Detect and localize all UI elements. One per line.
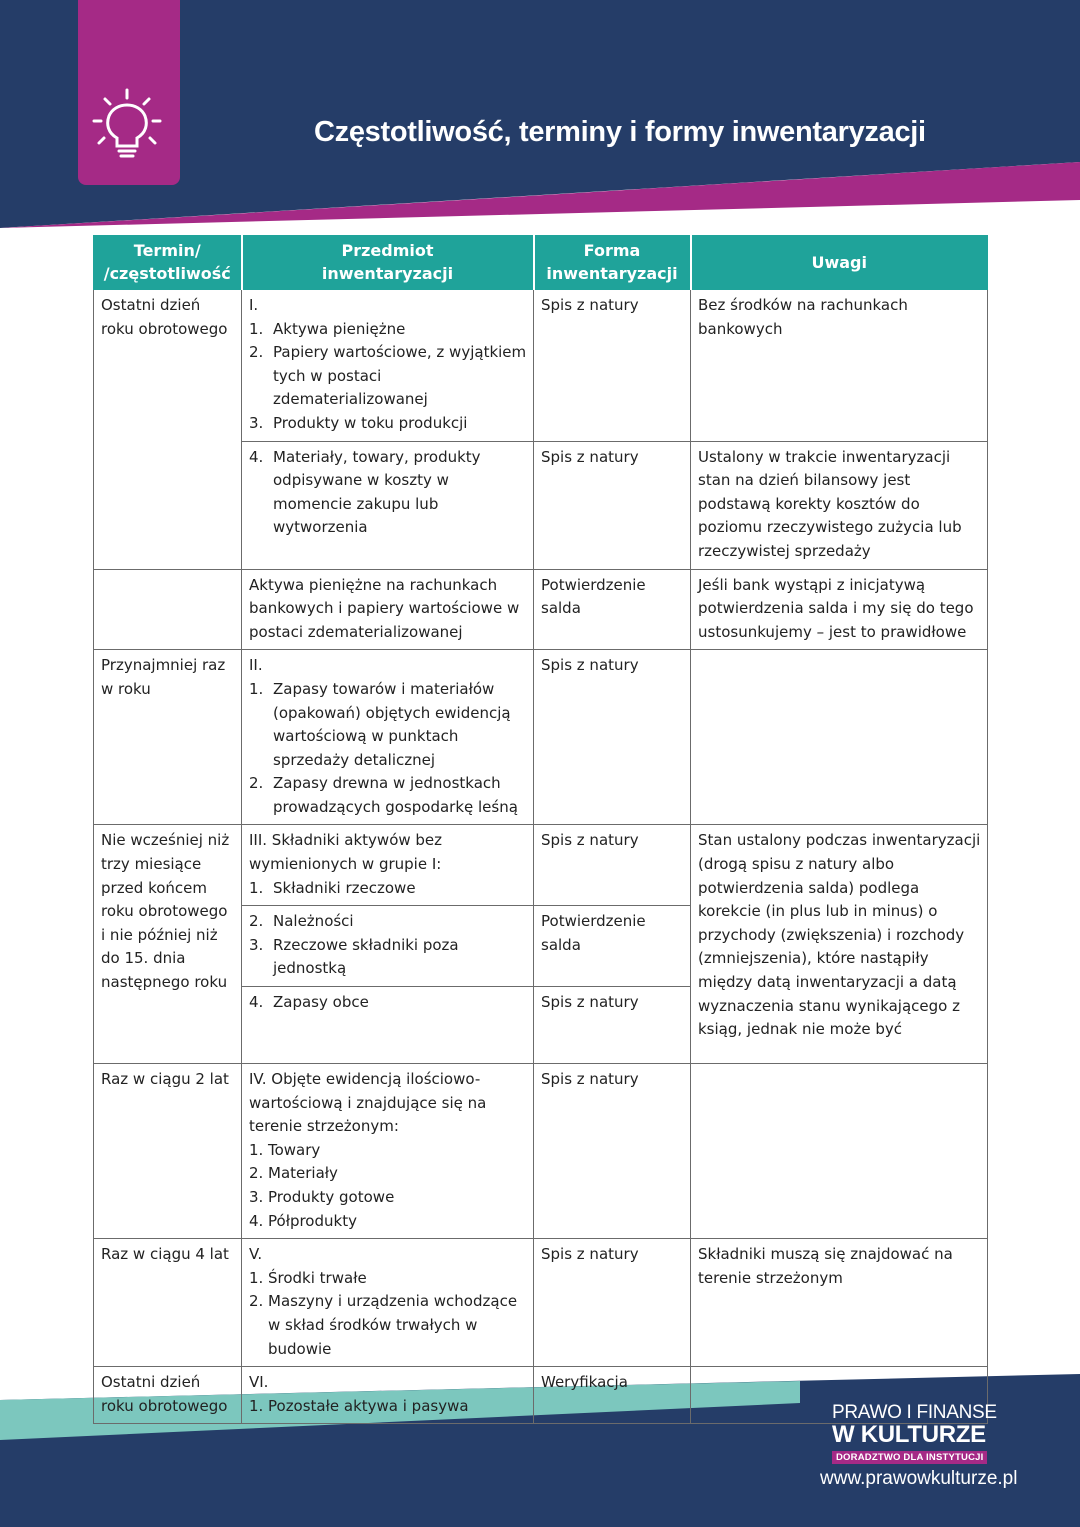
brand-line-1: PRAWO I FINANSE xyxy=(832,1402,997,1423)
subject-cell: I. 1. Aktywa pieniężne 2. Papiery wartościowe, z wyjątkiem tych w postaci zdematerializowanej 3. Produkty w toku produkcji xyxy=(242,290,534,442)
term-cell: Nie wcześniej niż trzy miesiące przed końcem roku obrotowego i nie później niż do 15. dnia następnego roku xyxy=(94,825,242,1064)
term-cell: Raz w ciągu 2 lat xyxy=(94,1064,242,1239)
list-item: 3. Produkty w toku produkcji xyxy=(249,413,468,432)
subject-cell: II. 1. Zapasy towarów i materiałów (opakowań) objętych ewidencją wartościową w punktach sprzedaży detalicznej 2. Zapasy drewna w jednostkach prowadzących gospodarkę leśną xyxy=(242,650,534,825)
header-subject: Przedmiot inwentaryzacji xyxy=(242,236,534,290)
list-item: 1. Pozostałe aktywa i pasywa xyxy=(249,1396,469,1415)
table-row xyxy=(94,650,988,825)
inventory-table xyxy=(93,235,988,1424)
list-item: 3. Produkty gotowe xyxy=(249,1188,395,1206)
page-title: Częstotliwość, terminy i formy inwentaryzacji xyxy=(314,116,926,148)
subject-cell xyxy=(242,906,534,987)
table-row xyxy=(94,1064,988,1239)
table-row xyxy=(94,569,988,650)
footer-url[interactable]: www.prawowkulturze.pl xyxy=(820,1468,1018,1489)
subject-cell: Aktywa pieniężne na rachunkach bankowych i papiery wartościowe w postaci zdematerializowanej xyxy=(242,569,534,650)
subject-cell: IV. Objęte ewidencją ilościowo-wartościową i znajdujące się na terenie strzeżonym: 1. Towary 2. Materiały 3. Produkty gotowe 4. Półprodukty xyxy=(242,1064,534,1239)
form-cell: Spis z natury xyxy=(534,1239,691,1367)
note-cell xyxy=(691,1064,988,1239)
list-item: 1. Aktywa pieniężne xyxy=(249,319,406,338)
list-item: 1. Środki trwałe xyxy=(249,1268,367,1287)
note-cell: Składniki muszą się znajdować na terenie strzeżonym xyxy=(691,1239,988,1367)
list-item: 1. Składniki rzeczowe xyxy=(249,878,416,897)
term-cell: Ostatni dzień roku obrotowego xyxy=(94,1367,242,1424)
header-icon-tile xyxy=(78,0,180,185)
subject-list xyxy=(249,318,527,436)
form-cell: Spis z natury xyxy=(534,290,691,442)
header-notes: Uwagi xyxy=(691,236,988,290)
note-cell: Ustalony w trakcie inwentaryzacji stan na dzień bilansowy jest podstawą korekty kosztów do poziomu rzeczywistego zużycia lub rzeczywistej sprzedaży xyxy=(691,441,988,569)
list-item: 2. Materiały xyxy=(249,1164,338,1183)
term-cell xyxy=(94,569,242,650)
form-cell: Spis z natury xyxy=(534,441,691,569)
note-cell: Bez środków na rachunkach bankowych xyxy=(691,290,988,442)
header-term: Termin/ /częstotliwość xyxy=(94,236,242,290)
subject-cell: III. Składniki aktywów bez wymienionych w grupie I: 1. Składniki rzeczowe xyxy=(242,825,534,906)
note-cell: Stan ustalony podczas inwentaryzacji (drogą spisu z natury albo potwierdzenia salda) podlega korekcie (in plus lub in minus) o przychody (zwiększenia) i rozchody (zmniejszenia), które nastąpiły między datą inwentaryzacji a datą wyznaczenia stanu wynikającego z ksiąg, jednak nie może być xyxy=(691,825,988,1064)
list-item: 2. Maszyny i urządzenia wchodzące w skład środków trwałych w budowie xyxy=(249,1292,518,1358)
table-row xyxy=(94,1239,988,1367)
brand-tagline: DORADZTWO DLA INSTYTUCJI xyxy=(832,1451,987,1464)
table-row xyxy=(94,290,988,442)
subject-cell: VI. 1. Pozostałe aktywa i pasywa xyxy=(242,1367,534,1424)
form-cell: Spis z natury xyxy=(534,825,691,906)
list-item: 4. Materiały, towary, produkty odpisywane w koszty w momencie zakupu lub wytworzenia xyxy=(249,447,481,537)
list-item: 1. Zapasy towarów i materiałów (opakowań) objętych ewidencją wartościową w punktach sprzedaży detalicznej xyxy=(249,679,511,769)
list-item: 2. Papiery wartościowe, z wyjątkiem tych w postaci zdematerializowanej xyxy=(249,343,527,409)
header-form: Forma inwentaryzacji xyxy=(534,236,691,290)
term-cell: Przynajmniej raz w roku xyxy=(94,650,242,825)
note-cell xyxy=(691,650,988,825)
subject-cell xyxy=(242,987,534,1064)
form-cell: Spis z natury xyxy=(534,1064,691,1239)
table-row xyxy=(94,825,988,906)
subject-cell: V. 1. Środki trwałe 2. Maszyny i urządzenia wchodzące w skład środków trwałych w budowie xyxy=(242,1239,534,1367)
form-cell: Spis z natury xyxy=(534,650,691,825)
subject-cell xyxy=(242,441,534,569)
table-header-row xyxy=(94,236,988,290)
form-cell: Potwierdzenie salda xyxy=(534,569,691,650)
list-item: 3. Rzeczowe składniki poza jednostką xyxy=(249,935,459,978)
list-item: 4. Półprodukty xyxy=(249,1211,357,1230)
list-item: 1. Towary xyxy=(249,1140,321,1159)
brand-logo xyxy=(832,1403,1004,1465)
term-cell: Ostatni dzień roku obrotowego xyxy=(94,290,242,570)
lightbulb-icon xyxy=(90,88,168,166)
list-item: 2. Zapasy drewna w jednostkach prowadzących gospodarkę leśną xyxy=(249,774,518,816)
list-item: 4. Zapasy obce xyxy=(249,993,369,1012)
term-cell: Raz w ciągu 4 lat xyxy=(94,1239,242,1367)
brand-line-2: W KULTURZE xyxy=(832,1421,986,1448)
form-cell: Potwierdzenie salda xyxy=(534,906,691,987)
note-cell: Jeśli bank wystąpi z inicjatywą potwierdzenia salda i my się do tego ustosunkujemy – jest to prawidłowe xyxy=(691,569,988,650)
form-cell: Spis z natury xyxy=(534,987,691,1064)
list-item: 2. Należności xyxy=(249,912,354,931)
form-cell: Weryfikacja xyxy=(534,1367,691,1424)
